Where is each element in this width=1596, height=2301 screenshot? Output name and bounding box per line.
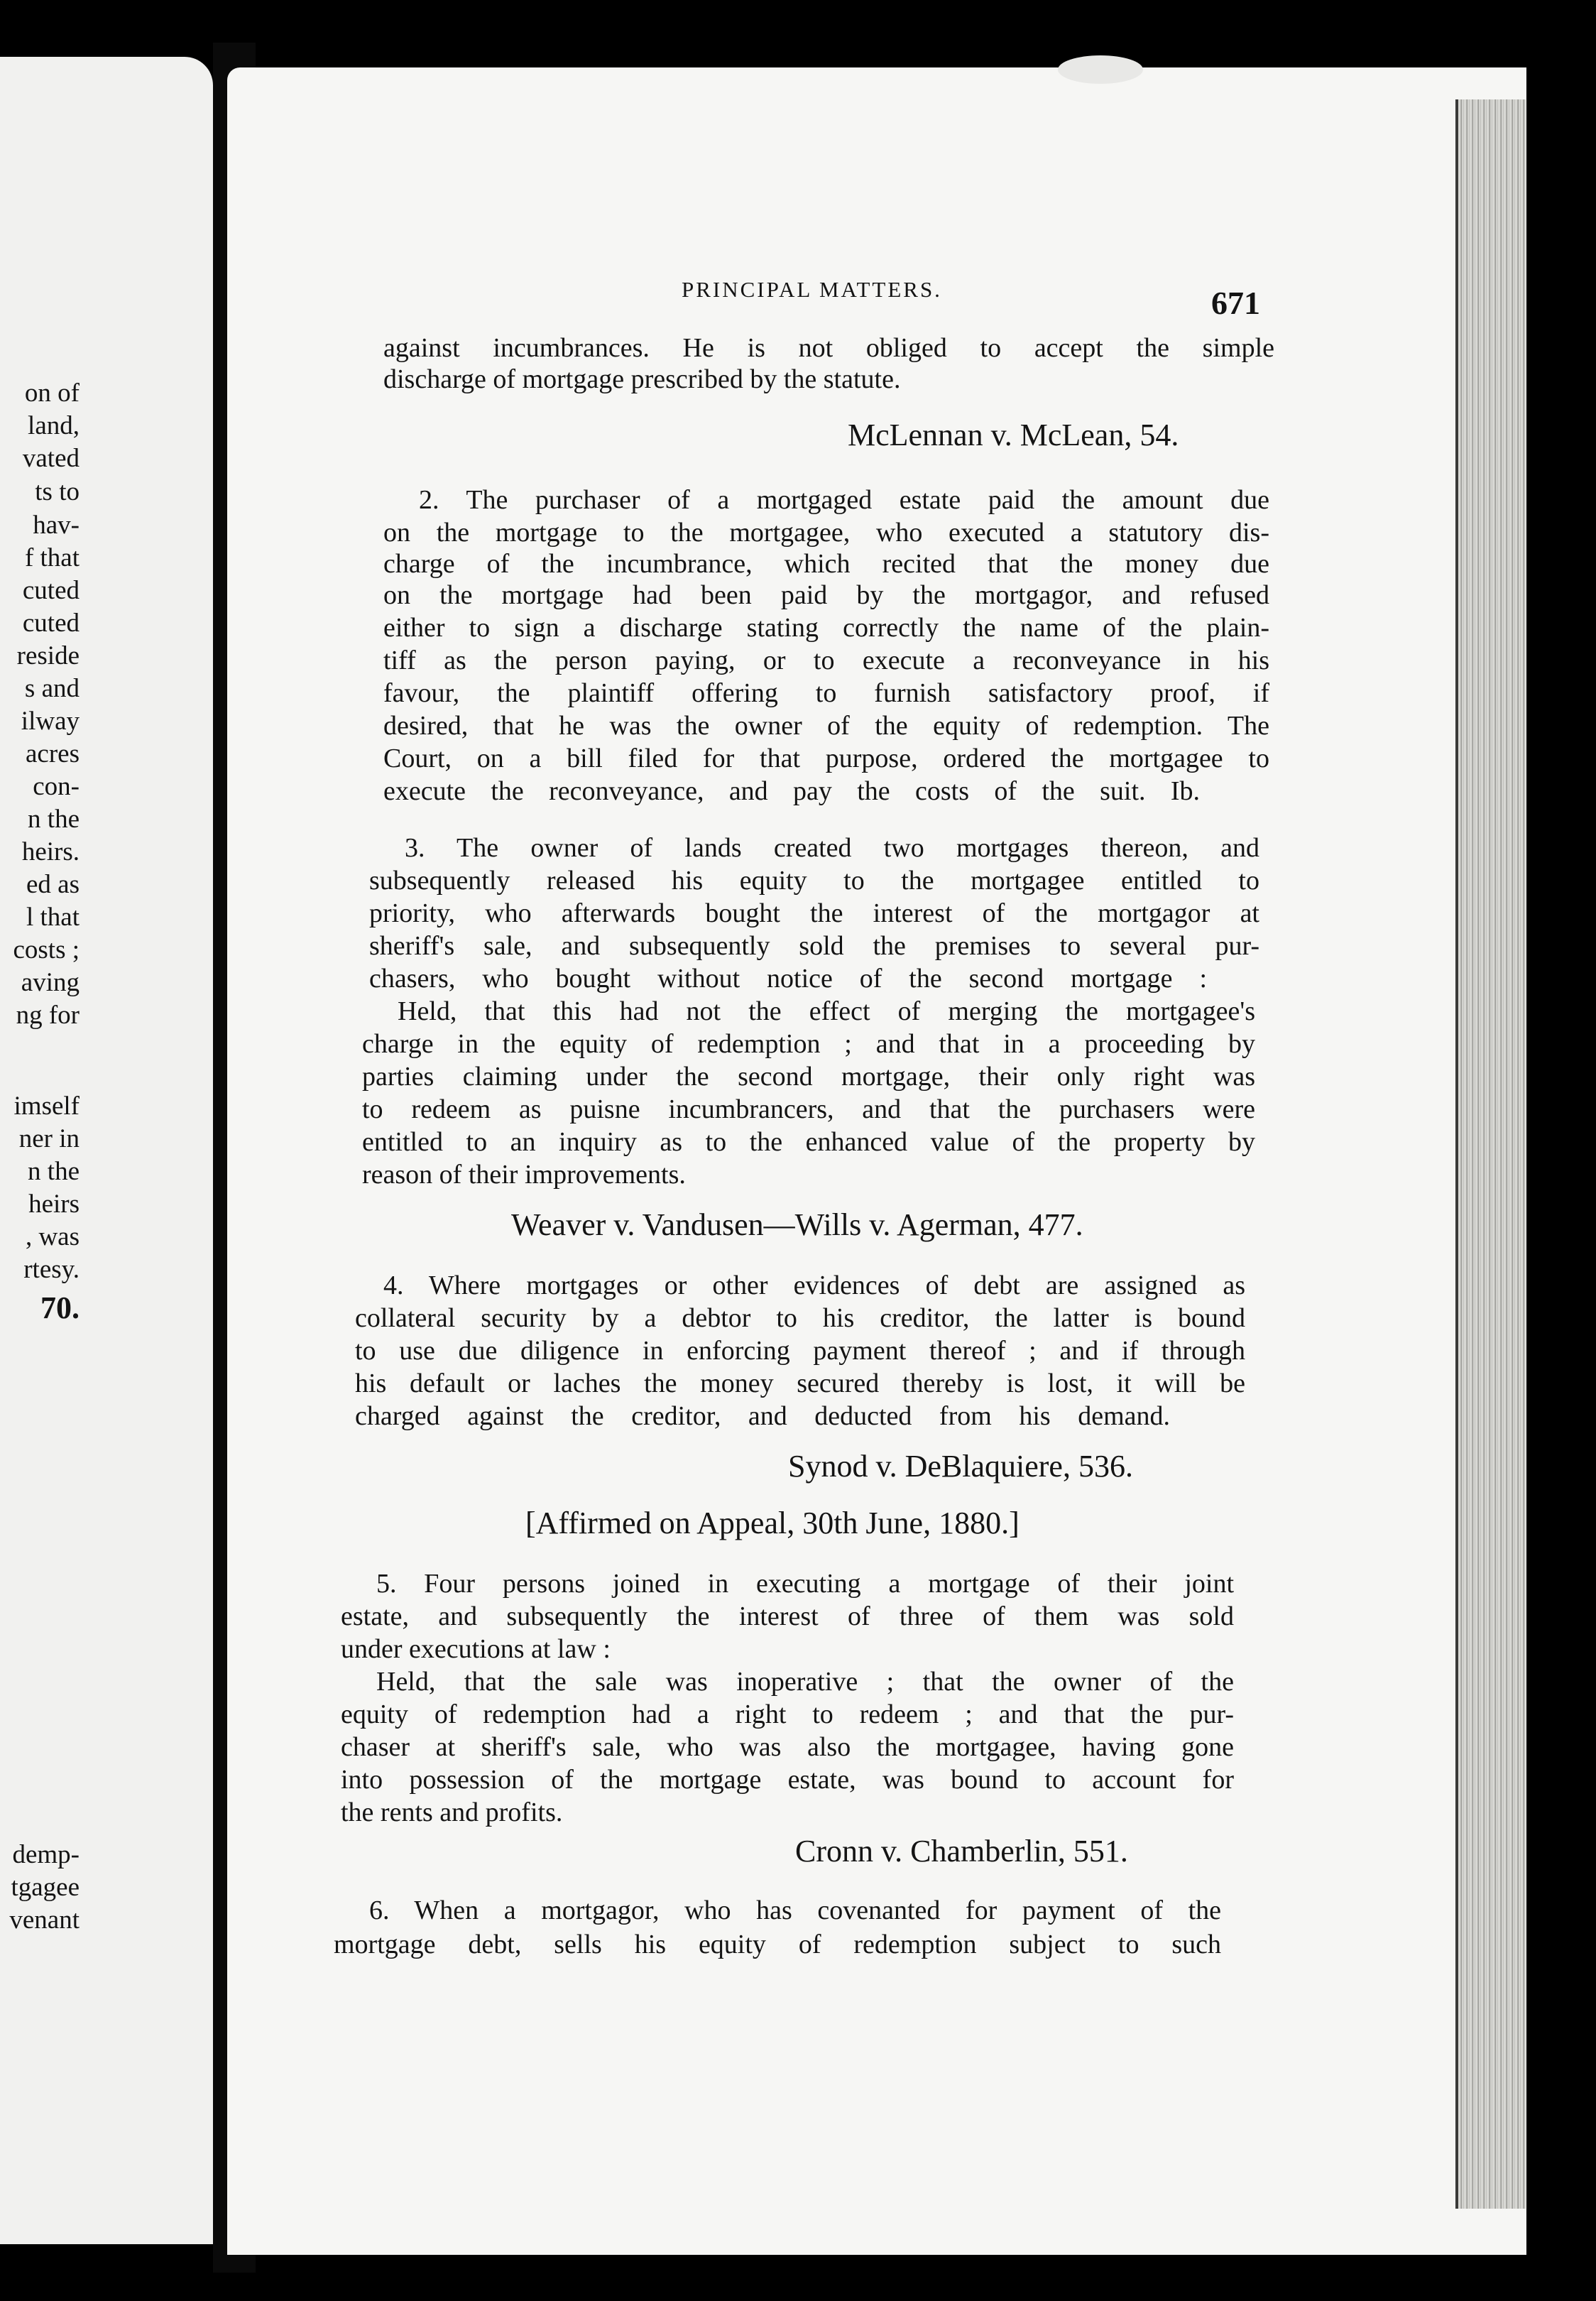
left-line: heirs.	[21, 837, 80, 866]
text-line: 3. The owner of lands created two mortgages thereon, and	[405, 833, 1259, 863]
text-line: tiff as the person paying, or to execute a reconveyance in his	[383, 646, 1269, 675]
left-line: cuted	[22, 609, 80, 638]
text-line: equity of redemption had a right to redeem ; and that the pur-	[341, 1699, 1234, 1729]
text-line: against incumbrances. He is not obliged to accept the simple	[383, 333, 1274, 363]
text-line: subsequently released his equity to the mortgagee entitled to	[369, 866, 1259, 896]
appeal-note: [Affirmed on Appeal, 30th June, 1880.]	[525, 1506, 1020, 1540]
text-line: reason of their improvements.	[362, 1160, 686, 1190]
left-line: n the	[28, 1157, 80, 1186]
text-line: to redeem as puisne incumbrancers, and that the purchasers were	[362, 1094, 1255, 1124]
left-line: ilway	[21, 707, 80, 736]
text-line: 2. The purchaser of a mortgaged estate paid the amount due	[419, 485, 1269, 515]
text-line: collateral security by a debtor to his creditor, the latter is bound	[355, 1303, 1245, 1333]
left-line: s and	[24, 674, 80, 703]
left-line: vated	[22, 444, 80, 473]
left-line: imself	[13, 1092, 80, 1121]
left-line: hav-	[33, 511, 80, 540]
text-line: 5. Four persons joined in executing a mortgage of their joint	[376, 1569, 1234, 1599]
left-line: land,	[28, 411, 80, 440]
text-line: favour, the plaintiff offering to furnish satisfactory proof, if	[383, 678, 1269, 708]
text-line: into possession of the mortgage estate, was bound to account for	[341, 1765, 1234, 1795]
text-line: sheriff's sale, and subsequently sold the premises to several pur-	[369, 931, 1259, 961]
text-line: either to sign a discharge stating correctly the name of the plain-	[383, 613, 1269, 643]
text-line: his default or laches the money secured thereby is lost, it will be	[355, 1369, 1245, 1398]
text-line: Held, that this had not the effect of merging the mortgagee's	[398, 996, 1255, 1026]
case-citation: McLennan v. McLean, 54.	[848, 418, 1179, 452]
left-line: demp-	[12, 1840, 80, 1869]
text-line: on the mortgage had been paid by the mortgagor, and refused	[383, 580, 1269, 610]
text-line: execute the reconveyance, and pay the costs of the suit. Ib.	[383, 776, 1200, 806]
left-line: tgagee	[11, 1873, 80, 1902]
left-line: l that	[26, 903, 80, 932]
left-line: costs ;	[13, 935, 80, 964]
text-line: charge in the equity of redemption ; and that in a proceeding by	[362, 1029, 1255, 1059]
text-line: chaser at sheriff's sale, who was also the mortgagee, having gone	[341, 1732, 1234, 1762]
text-line: 4. Where mortgages or other evidences of debt are assigned as	[383, 1271, 1245, 1300]
left-line: 70.	[40, 1290, 80, 1325]
left-line: on of	[24, 379, 80, 408]
left-line: con-	[33, 772, 80, 801]
left-line: ed as	[26, 870, 80, 899]
left-line: reside	[16, 641, 80, 670]
left-line: venant	[9, 1905, 80, 1935]
left-line: aving	[21, 968, 80, 997]
left-line: cuted	[22, 576, 80, 605]
case-citation: Synod v. DeBlaquiere, 536.	[788, 1449, 1133, 1484]
text-line: chasers, who bought without notice of the second mortgage :	[369, 964, 1207, 994]
left-line: ng for	[16, 1001, 80, 1030]
left-line: n the	[28, 805, 80, 834]
left-line: ts to	[35, 477, 80, 506]
left-line: acres	[26, 739, 80, 768]
text-line: on the mortgage to the mortgagee, who executed a statutory dis-	[383, 518, 1269, 548]
text-line: mortgage debt, sells his equity of redemption subject to such	[334, 1930, 1221, 1959]
left-line: , was	[25, 1222, 80, 1251]
text-line: the rents and profits.	[341, 1797, 563, 1827]
text-line: 6. When a mortgagor, who has covenanted for payment of the	[369, 1895, 1221, 1925]
text-line: Court, on a bill filed for that purpose, ordered the mortgagee to	[383, 744, 1269, 773]
left-line: heirs	[28, 1190, 80, 1219]
left-line: rtesy.	[23, 1255, 80, 1284]
text-line: charge of the incumbrance, which recited that the money due	[383, 549, 1269, 579]
text-line: estate, and subsequently the interest of three of them was sold	[341, 1601, 1234, 1631]
case-citation: Cronn v. Chamberlin, 551.	[795, 1834, 1128, 1868]
case-citation: Weaver v. Vandusen—Wills v. Agerman, 477.	[511, 1207, 1083, 1242]
running-head: PRINCIPAL MATTERS.	[682, 277, 942, 302]
page-number: 671	[1211, 285, 1260, 321]
text-line: discharge of mortgage prescribed by the statute.	[383, 364, 901, 394]
left-line: f that	[24, 543, 80, 572]
text-line: desired, that he was the owner of the equity of redemption. The	[383, 711, 1269, 741]
text-line: entitled to an inquiry as to the enhanced value of the property by	[362, 1127, 1255, 1157]
text-line: parties claiming under the second mortgage, their only right was	[362, 1062, 1255, 1092]
text-line: Held, that the sale was inoperative ; that the owner of the	[376, 1667, 1234, 1697]
text-line: priority, who afterwards bought the interest of the mortgagor at	[369, 898, 1259, 928]
text-line: to use due diligence in enforcing payment thereof ; and if through	[355, 1336, 1245, 1366]
text-line: charged against the creditor, and deducted from his demand.	[355, 1401, 1170, 1431]
left-line: ner in	[18, 1124, 80, 1153]
text-line: under executions at law :	[341, 1634, 611, 1664]
